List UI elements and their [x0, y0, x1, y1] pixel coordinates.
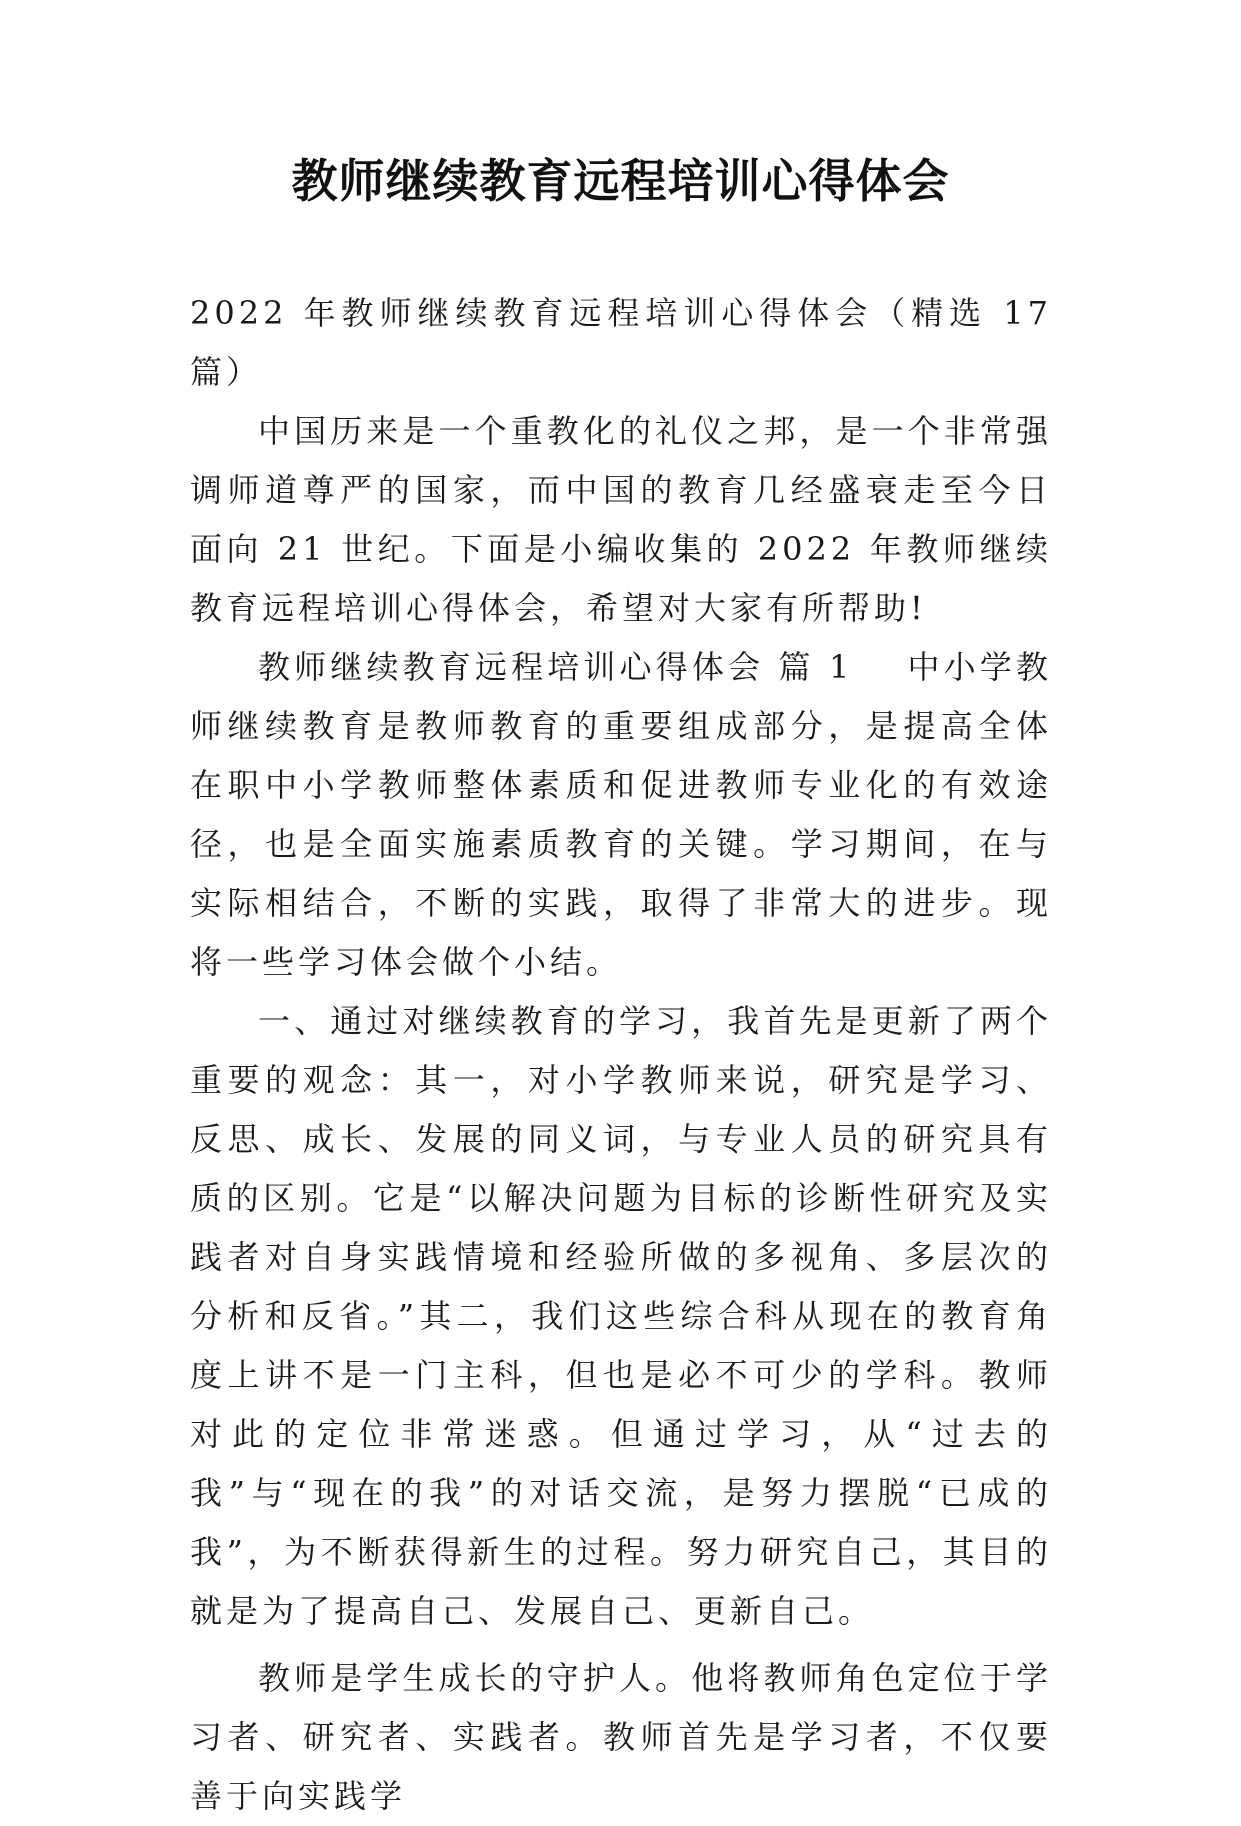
section-paragraph [190, 638, 1052, 992]
paragraph-one: 一、通过对继续教育的学习，我首先是更新了两个重要的观念：其一，对小学教师来说，研究是学习、反思、成长、发展的同义词，与专业人员的研究具有质的区别。它是“以解决问题为目标的诊断性研究及实践者对自身实践情境和经验所做的多视角、多层次的分析和反省。”其二，我们这些综合科从现在的教育角度上讲不是一门主科，但也是必不可少的学科。教师对此的定位非常迷惑。但通过学习，从“过去的我”与“现在的我”的对话交流，是努力摆脱“已成的我”，为不断获得新生的过程。努力研究自己，其目的就是为了提高自己、发展自己、更新自己。 [190, 1002, 1052, 1630]
intro-paragraph: 中国历来是一个重教化的礼仪之邦，是一个非常强调师道尊严的国家，而中国的教育几经盛衰走至今日面向 21 世纪。下面是小编收集的 2022 年教师继续教育远程培训心得体会，希望对大家有所帮助! [190, 412, 1052, 627]
section-heading: 教师继续教育远程培训心得体会 篇 1 [258, 648, 854, 686]
document-body [190, 284, 1052, 1826]
section-paragraph-text: 中小学教师继续教育是教师教育的重要组成部分，是提高全体在职中小学教师整体素质和促进教师专业化的有效途径，也是全面实施素质教育的关键。学习期间，在与实际相结合，不断的实践，取得了非常大的进步。现将一些学习体会做个小结。 [190, 648, 1052, 981]
document-title: 教师继续教育远程培训心得体会 [291, 154, 950, 208]
document-subtitle: 2022 年教师继续教育远程培训心得体会（精选 17 篇） [190, 294, 1052, 391]
paragraph-two: 教师是学生成长的守护人。他将教师角色定位于学习者、研究者、实践者。教师首先是学习者，不仅要善于向实践学 [190, 1659, 1052, 1815]
